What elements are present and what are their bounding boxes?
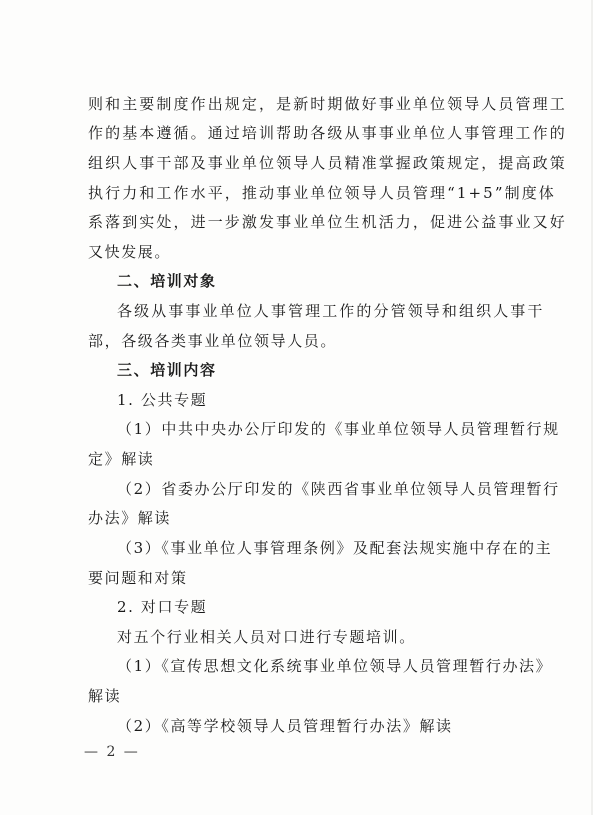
section-heading: 三、培训内容 xyxy=(117,361,217,379)
body-text-line: 各级从事事业单位人事管理工作的分管领导和组织人事干 xyxy=(117,302,545,320)
body-text-line: 部，各级各类事业单位领导人员。 xyxy=(88,332,338,350)
body-text-line: 又快发展。 xyxy=(88,243,172,261)
subsection-heading: 1. 公共专题 xyxy=(117,391,208,409)
body-text-line: （1）中共中央办公厅印发的《事业单位领导人员管理暂行规 xyxy=(117,420,560,438)
body-text-line: 对五个行业相关人员对口进行专题培训。 xyxy=(117,628,416,646)
body-text-line: 办法》解读 xyxy=(88,509,172,527)
body-text-line: 要问题和对策 xyxy=(88,569,188,587)
body-text-line: 组织人事干部及事业单位领导人员精准掌握政策规定，提高政策 xyxy=(88,154,567,172)
body-text-line: 解读 xyxy=(88,687,122,705)
body-text-line: 定》解读 xyxy=(88,450,155,468)
body-text-line: （1）《宣传思想文化系统事业单位领导人员管理暂行办法》 xyxy=(117,657,553,675)
body-text-line: 执行力和工作水平，推动事业单位领导人员管理“1+5”制度体 xyxy=(88,184,556,202)
subsection-heading: 2. 对口专题 xyxy=(117,598,208,616)
body-text-line: （2）省委办公厅印发的《陕西省事业单位领导人员管理暂行 xyxy=(117,480,560,498)
body-text-line: （3）《事业单位人事管理条例》及配套法规实施中存在的主 xyxy=(117,539,553,557)
section-heading: 二、培训对象 xyxy=(117,272,217,290)
body-text-line: 系落到实处，进一步激发事业单位生机活力，促进公益事业又好 xyxy=(88,213,567,231)
page-number: — 2 — xyxy=(84,744,140,760)
body-text-line: （2）《高等学校领导人员管理暂行办法》解读 xyxy=(117,717,453,735)
body-text-line: 则和主要制度作出规定，是新时期做好事业单位领导人员管理工 xyxy=(88,95,567,113)
body-text-line: 作的基本遵循。通过培训帮助各级从事事业单位人事管理工作的 xyxy=(88,124,567,142)
